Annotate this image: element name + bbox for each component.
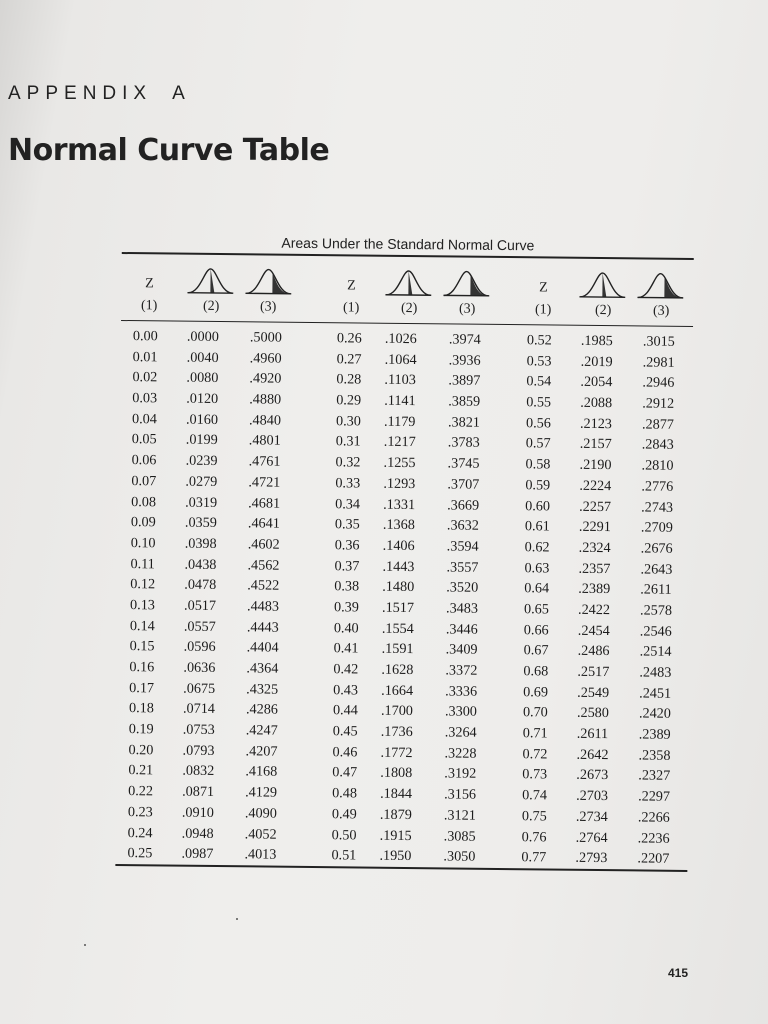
table-cell: .1700 — [380, 703, 414, 720]
curve-beyond-z-icon — [443, 267, 489, 297]
table-cell: 0.23 — [127, 803, 153, 821]
table-cell: .0120 — [186, 390, 219, 408]
table-cell: 0.39 — [333, 599, 359, 616]
table-cell: .0279 — [185, 473, 218, 490]
table-cell: .3228 — [444, 745, 477, 762]
curve-mean-to-z-icon — [187, 265, 233, 295]
table-cell: 0.56 — [525, 414, 551, 432]
table-cell: .2703 — [576, 787, 609, 805]
table-cell: .3015 — [642, 333, 675, 350]
table-cell: .0398 — [184, 535, 217, 552]
table-cell: .2734 — [575, 808, 608, 825]
table-cell: .3974 — [448, 331, 481, 348]
table-cell: .0080 — [186, 370, 219, 387]
table-cell: 0.29 — [336, 392, 362, 409]
table-cell: .4013 — [244, 846, 277, 863]
mean-to-z-column — [181, 327, 219, 865]
appendix-word: APPENDIX — [8, 83, 153, 104]
table-cell: .0714 — [182, 701, 216, 718]
table-cell: 0.67 — [523, 642, 549, 659]
table-cell: .4522 — [247, 577, 280, 594]
table-cell: .1443 — [382, 558, 415, 575]
table-cell: 0.50 — [331, 826, 357, 843]
table-cell: .1179 — [383, 413, 416, 430]
table-cell: 0.05 — [131, 431, 157, 448]
z-column — [331, 328, 361, 866]
table-cell: .2454 — [577, 622, 610, 639]
table-cell: .0478 — [184, 576, 217, 594]
table-cell: .4721 — [248, 474, 281, 491]
table-cell: .2451 — [639, 685, 672, 702]
table-cell: .2236 — [637, 829, 670, 847]
table-cell: .1026 — [384, 330, 417, 348]
table-cell: .2483 — [639, 664, 672, 681]
table-cell: .0438 — [184, 556, 217, 573]
table-cell: .2776 — [641, 478, 674, 495]
table-cell: .4562 — [247, 556, 280, 574]
table-cell: 0.64 — [524, 580, 550, 597]
table-cell: 0.13 — [130, 597, 156, 614]
table-cell: 0.31 — [335, 433, 361, 450]
table-cell: 0.37 — [334, 557, 360, 575]
table-cell: .4761 — [248, 453, 281, 470]
table-cell: .2297 — [638, 788, 671, 805]
table-cell: .0199 — [185, 432, 218, 449]
table-cell: 0.28 — [336, 371, 362, 388]
table-cell: .1844 — [380, 785, 413, 803]
col2-number: (2) — [202, 298, 220, 315]
table-cell: .0517 — [184, 597, 217, 614]
table-cell: .0557 — [183, 618, 216, 635]
mean-to-z-column — [379, 329, 417, 867]
curve-mean-to-z-icon — [579, 269, 625, 299]
table-cell: .3336 — [445, 683, 478, 700]
table-cell: .2123 — [579, 415, 613, 432]
table-cell: 0.47 — [332, 764, 358, 781]
table-cell: .2764 — [575, 829, 608, 846]
table-cell: .1772 — [380, 744, 413, 761]
z-column — [127, 326, 157, 864]
table-cell: .2257 — [579, 498, 612, 515]
table-cell: .4168 — [245, 763, 278, 781]
table-cell: 0.33 — [335, 475, 361, 492]
table-cell: 0.17 — [129, 679, 155, 697]
col3-number: (3) — [259, 299, 277, 315]
table-cell: .0359 — [184, 514, 217, 532]
table-cell: .2420 — [638, 705, 671, 723]
table-cell: .1406 — [382, 537, 415, 554]
table-cell: .0319 — [185, 494, 218, 511]
table-cell: .3707 — [447, 476, 480, 493]
normal-curve-table — [115, 232, 694, 878]
table-cell: .0910 — [181, 804, 214, 821]
table-cell: .1217 — [383, 434, 416, 451]
col1-number: (1) — [140, 298, 158, 314]
table-cell: 0.02 — [132, 369, 158, 386]
table-cell: .1141 — [384, 392, 416, 410]
table-cell: .2389 — [578, 581, 611, 598]
table-cell: 0.45 — [332, 723, 358, 740]
table-cell: 0.54 — [526, 373, 552, 390]
table-cell: .2157 — [579, 436, 612, 453]
curve-beyond-z-icon — [245, 265, 291, 295]
paper-speck — [236, 918, 238, 920]
table-cell: .0000 — [186, 328, 219, 346]
table-cell: .4602 — [247, 536, 280, 553]
table-cell: 0.46 — [332, 743, 358, 761]
table-cell: .1628 — [381, 661, 414, 679]
table-cell: 0.58 — [525, 456, 551, 473]
table-cell: 0.57 — [525, 435, 551, 452]
table-cell: .3156 — [444, 786, 477, 803]
table-cell: .4960 — [249, 350, 282, 367]
beyond-z-column — [244, 327, 282, 865]
table-cell: 0.42 — [333, 661, 359, 678]
table-cell: 0.08 — [131, 493, 157, 510]
table-cell: 0.59 — [525, 477, 551, 494]
table-cell: .1255 — [383, 454, 416, 472]
table-cell: .3446 — [445, 621, 478, 638]
table-block-3 — [513, 260, 709, 867]
table-cell: .4641 — [247, 515, 280, 532]
table-cell: .4681 — [248, 494, 281, 512]
table-cell: 0.14 — [129, 617, 155, 634]
table-cell: 0.04 — [131, 410, 157, 428]
table-cell: 0.20 — [128, 741, 154, 759]
curve-beyond-z-icon — [637, 269, 683, 299]
table-cell: .1517 — [381, 599, 415, 617]
table-cell: .0987 — [181, 845, 214, 863]
table-cell: .2673 — [576, 767, 609, 784]
table-cell: .1331 — [383, 496, 416, 513]
col1-number: (1) — [342, 300, 360, 316]
table-cell: 0.38 — [334, 578, 360, 595]
z-column — [521, 330, 551, 868]
table-cell: .3821 — [447, 414, 481, 431]
table-cell: 0.34 — [335, 495, 361, 513]
table-cell: .3372 — [445, 662, 478, 679]
table-cell: .1554 — [381, 620, 414, 637]
table-cell: 0.24 — [127, 824, 153, 841]
table-cell: .0793 — [182, 742, 215, 759]
table-cell: 0.53 — [526, 352, 552, 370]
table-cell: 0.61 — [524, 518, 550, 535]
table-cell: .4483 — [247, 598, 280, 615]
table-cell: .3520 — [446, 579, 479, 596]
table-cell: .4404 — [246, 639, 279, 656]
table-cell: .3050 — [443, 848, 476, 865]
table-cell: .0675 — [183, 680, 216, 697]
table-cell: .1808 — [380, 765, 413, 782]
beyond-z-column — [637, 331, 675, 869]
table-cell: 0.15 — [129, 638, 155, 655]
table-cell: .2357 — [578, 560, 611, 577]
table-cell: 0.44 — [332, 702, 358, 719]
table-cell: 0.71 — [522, 725, 548, 742]
table-cell: 0.32 — [335, 454, 361, 471]
table-cell: 0.10 — [130, 534, 156, 552]
table-cell: .2578 — [639, 602, 673, 619]
table-cell: .1736 — [380, 723, 413, 741]
table-cell: .2422 — [577, 601, 611, 619]
table-cell: .2981 — [642, 354, 675, 371]
appendix-letter: A — [172, 83, 191, 104]
table-cell: .3300 — [444, 703, 477, 721]
table-cell: .3669 — [447, 496, 480, 514]
table-cell: 0.62 — [524, 539, 550, 556]
table-cell: .0160 — [185, 411, 219, 428]
table-cell: .1103 — [384, 372, 416, 389]
table-cell: 0.16 — [129, 659, 155, 676]
table-cell: .4840 — [248, 412, 282, 429]
table-cell: .2088 — [580, 394, 613, 412]
table-cell: 0.69 — [523, 683, 549, 701]
table-cell: .1293 — [383, 475, 416, 492]
table-cell: 0.51 — [331, 847, 357, 864]
table-cell: 0.12 — [130, 576, 156, 593]
table-cell: .2324 — [578, 539, 611, 557]
table-cell: 0.25 — [127, 845, 153, 862]
col1-number: (1) — [534, 302, 552, 318]
table-cell: .2266 — [637, 809, 670, 826]
table-cell: .2877 — [641, 416, 675, 433]
table-cell: .2946 — [642, 374, 675, 392]
table-cell: 0.36 — [334, 537, 360, 554]
table-cell: 0.41 — [333, 640, 359, 657]
table-cell: .2580 — [576, 705, 609, 722]
z-header: Z — [145, 276, 154, 292]
table-cell: .1879 — [379, 806, 412, 823]
table-cell: .3409 — [445, 641, 478, 659]
table-cell: .0596 — [183, 638, 216, 656]
table-cell: .3897 — [448, 372, 481, 390]
table-cell: 0.70 — [522, 704, 548, 721]
table-cell: .4052 — [244, 825, 277, 843]
table-cell: 0.00 — [132, 328, 158, 345]
col3-number: (3) — [458, 301, 476, 317]
table-cell: .0239 — [185, 452, 218, 470]
table-cell: .1985 — [580, 332, 613, 350]
table-cell: .2054 — [580, 374, 613, 391]
table-cell: 0.76 — [521, 828, 547, 845]
table-cell: .3783 — [447, 434, 480, 452]
table-cell: .4129 — [245, 784, 278, 801]
table-cell: 0.77 — [521, 849, 547, 866]
z-header: Z — [347, 278, 356, 294]
table-cell: .2549 — [577, 684, 610, 701]
table-cell: 0.09 — [130, 514, 156, 531]
table-cell: .2517 — [577, 663, 610, 681]
table-cell: .2207 — [637, 850, 670, 867]
table-cell: .2642 — [576, 746, 609, 763]
col2-number: (2) — [400, 300, 418, 317]
table-cell: .1480 — [382, 578, 415, 596]
table-cell: .4286 — [245, 701, 279, 719]
table-cell: .2291 — [578, 518, 611, 536]
table-cell: 0.40 — [333, 619, 359, 637]
table-cell: .1664 — [381, 682, 414, 699]
table-cell: 0.73 — [522, 766, 548, 783]
table-cell: 0.60 — [525, 497, 551, 514]
col2-number: (2) — [594, 302, 612, 319]
table-cell: .1368 — [382, 516, 415, 534]
table-cell: .2486 — [577, 643, 610, 660]
table-cell: .4364 — [246, 660, 279, 677]
table-cell: 0.27 — [336, 350, 362, 368]
table-cell: .3632 — [446, 517, 479, 534]
table-cell: .2912 — [642, 395, 675, 412]
table-cell: .2546 — [639, 623, 672, 640]
table-cell: 0.43 — [333, 681, 359, 699]
table-cell: .3192 — [444, 765, 477, 783]
table-cell: .3859 — [448, 393, 481, 410]
table-cell: .2327 — [638, 767, 671, 785]
table-cell: .3121 — [443, 807, 476, 824]
table-cell: 0.68 — [523, 663, 549, 680]
table-cell: .4090 — [244, 805, 277, 822]
table-block-2 — [319, 258, 515, 865]
table-cell: .1064 — [384, 351, 417, 368]
table-cell: 0.66 — [523, 621, 549, 639]
table-cell: .2224 — [579, 477, 612, 494]
table-cell: .0871 — [182, 783, 215, 801]
table-cell: .4443 — [246, 618, 279, 636]
table-cell: 0.55 — [526, 394, 552, 411]
appendix-label — [8, 83, 191, 105]
z-header: Z — [539, 280, 548, 296]
table-cell: 0.21 — [128, 762, 154, 779]
beyond-z-column — [443, 329, 481, 867]
table-cell: .3936 — [448, 352, 481, 369]
table-cell: 0.18 — [128, 700, 154, 717]
table-cell: 0.11 — [130, 555, 155, 572]
table-cell: 0.07 — [131, 472, 157, 490]
table-cell: 0.06 — [131, 452, 157, 469]
table-cell: .2514 — [639, 643, 672, 661]
table-cell: .5000 — [249, 329, 282, 346]
table-block-1 — [115, 256, 311, 863]
table-cell: .3745 — [447, 455, 480, 472]
table-cell: 0.03 — [132, 390, 158, 407]
table-cell: 0.26 — [336, 330, 362, 347]
table-cell: .1591 — [381, 641, 414, 658]
table-caption: Areas Under the Standard Normal Curve — [281, 234, 535, 254]
table-cell: 0.35 — [334, 516, 360, 533]
table-cell: .2676 — [640, 540, 673, 557]
table-cell: 0.72 — [522, 745, 548, 763]
table-cell: .3557 — [446, 558, 479, 576]
table-cell: 0.49 — [331, 806, 357, 823]
table-cell: .0832 — [182, 763, 215, 780]
table-cell: .4325 — [246, 681, 279, 698]
page-title: Normal Curve Table — [8, 133, 330, 168]
table-cell: .2743 — [641, 498, 674, 516]
table-cell: .4920 — [249, 370, 282, 388]
table-cell: .2358 — [638, 747, 671, 764]
table-cell: .4207 — [245, 743, 278, 760]
table-cell: .1950 — [379, 847, 412, 865]
table-cell: .2793 — [575, 849, 608, 867]
table-cell: .1915 — [379, 827, 412, 844]
mean-to-z-column — [575, 331, 613, 869]
table-cell: 0.52 — [526, 332, 552, 349]
table-cell: .3483 — [445, 600, 479, 617]
paper-speck — [84, 944, 86, 946]
curve-mean-to-z-icon — [385, 267, 431, 297]
table-cell: .0040 — [186, 349, 219, 366]
col3-number: (3) — [652, 303, 670, 319]
table-cell: .4880 — [249, 391, 282, 408]
table-cell: .2611 — [640, 581, 672, 599]
table-cell: 0.75 — [521, 808, 547, 825]
table-cell: 0.74 — [522, 787, 548, 804]
table-cell: .2019 — [580, 353, 613, 370]
table-cell: .2709 — [640, 519, 673, 536]
table-cell: .3264 — [444, 724, 477, 741]
table-cell: 0.30 — [335, 413, 361, 430]
table-cell: .2611 — [576, 725, 609, 743]
table-cell: 0.48 — [332, 785, 358, 802]
table-cell: .0636 — [183, 659, 216, 677]
table-cell: .3594 — [446, 538, 479, 555]
table-cell: 0.63 — [524, 559, 550, 577]
table-cell: .2643 — [640, 561, 673, 578]
table-cell: .2190 — [579, 456, 612, 474]
table-cell: .0753 — [182, 721, 215, 739]
table-cell: .4801 — [248, 432, 281, 450]
table-cell: .2843 — [641, 436, 674, 454]
table-cell: 0.19 — [128, 721, 154, 738]
table-cell: 0.65 — [523, 601, 549, 618]
table-cell: .4247 — [245, 722, 278, 739]
page-number: 415 — [668, 966, 689, 980]
table-cell: 0.22 — [128, 783, 154, 800]
table-cell: .0948 — [181, 825, 214, 842]
table-cell: .2389 — [638, 726, 671, 743]
table-cell: 0.01 — [132, 348, 158, 366]
table-cell: .3085 — [443, 827, 476, 845]
table-cell: .2810 — [641, 457, 674, 474]
